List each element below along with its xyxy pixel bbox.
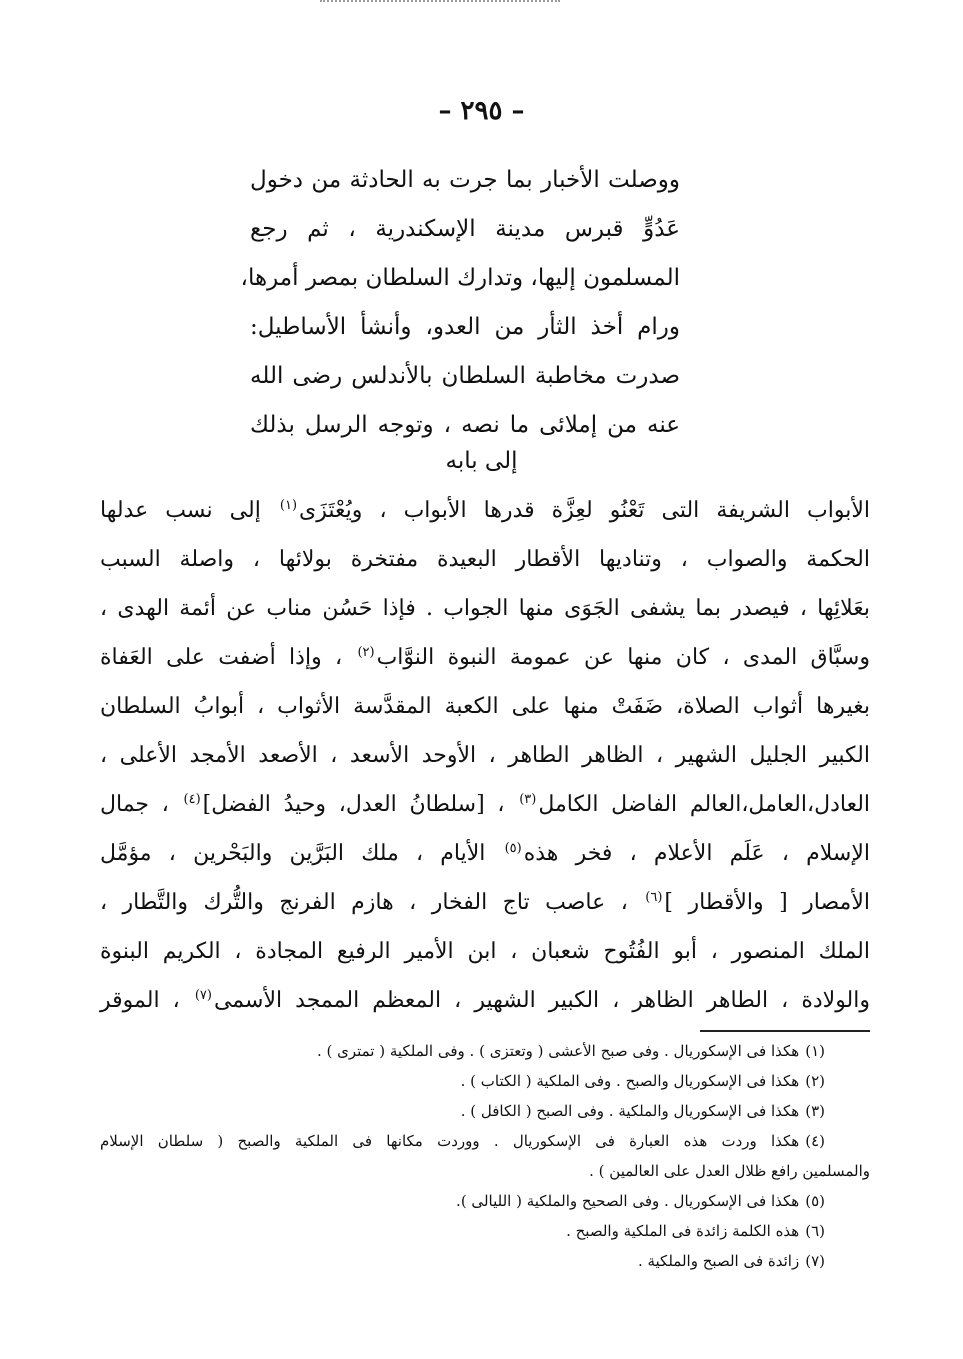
footnote [100, 1246, 870, 1276]
page-number: – ٢٩٥ – [438, 96, 525, 126]
prose-text: إلى نسب عدلها [100, 498, 278, 523]
footnote-number: (٥) [805, 1192, 825, 1210]
prose-text: الإسلام ، عَلَم الأعلام ، فخر هذه [523, 841, 870, 866]
footnote-separator [700, 1030, 870, 1032]
prose-line [100, 535, 870, 584]
footnote-text: هكذا فى الإسكوريال . وفى الصحيح والملكية ( الليالى ). [456, 1192, 800, 1210]
prose-line [100, 486, 870, 535]
prose-text: الأمصار [ والأقطار ] [664, 890, 870, 915]
prose-text: ، عاصب تاج الفخار ، هازم الفرنج والتُّرك والتَّطار ، [100, 890, 644, 915]
footnote-marker: (٣) [519, 791, 537, 807]
footnote [100, 1216, 870, 1246]
footnote [100, 1186, 870, 1216]
footnote-marker: (١) [279, 497, 298, 513]
footnote [100, 1036, 870, 1066]
prose-text: الملك المنصور ، أبو الفُتُوح شعبان ، ابن الأمير الرفيع المجادة ، الكريم البنوة [100, 939, 870, 964]
footnote [100, 1096, 870, 1126]
footnote-text: هكذا فى الإسكوريال . وفى صبح الأعشى ( وتعتزى ) . وفى الملكية ( تمترى ) . [316, 1042, 800, 1060]
poem-line: صدرت مخاطبة السلطان بالأندلس رضى الله [250, 363, 680, 389]
footnote-number: (٦) [805, 1222, 825, 1240]
prose-text: الكبير الجليل الشهير ، الظاهر الطاهر ، الأوحد الأسعد ، الأصعد الأمجد الأعلى ، [100, 743, 870, 768]
prose-text: بعَلائِها ، فيصدر بما يشفى الجَوَى منها الجواب . فإذا حَسُن مناب عن أئمة الهدى ، [100, 596, 870, 621]
footnote-number: (١) [805, 1042, 825, 1060]
top-edge-mark [320, 0, 560, 8]
prose-line [100, 976, 870, 1025]
prose-line [100, 682, 870, 731]
prose-text: وسبَّاق المدى ، كان منها عن عمومة النبوة النوَّاب [376, 645, 870, 670]
prose-text: ، وإذا أضفت على العَفاة [100, 645, 356, 670]
poem-line: ووصلت الأخبار بما جرت به الحادثة من دخول [250, 167, 680, 193]
footnote-text: والمسلمين رافع ظلال العدل على العالمين ) . [589, 1162, 870, 1180]
footnote-marker: (٦) [645, 889, 663, 905]
footnote-marker: (٧) [194, 987, 212, 1003]
prose-text: الأبواب الشريفة التى تَعْنُو لعِزَّة قدرها الأبواب ، ويُعْتَزَى [299, 498, 870, 523]
footnote-number: (٤) [805, 1132, 825, 1150]
prose-text: العادل،العامل،العالم الفاضل الكامل [538, 792, 871, 817]
footnote-marker: (٢) [357, 644, 375, 660]
footnote-marker: (٥) [504, 840, 522, 856]
prose-line [100, 633, 870, 682]
footnote [100, 1126, 870, 1156]
footnote-marker: (٤) [183, 791, 201, 807]
poem-line: عنه من إملائى ما نصه ، وتوجه الرسل بذلك [250, 412, 680, 438]
poem-line: المسلمون إليها، وتدارك السلطان بمصر أمرها، [240, 265, 680, 291]
prose-text: والولادة ، الطاهر الظاهر ، الكبير الشهير ، المعظم الممجد الأسمى [213, 988, 870, 1013]
prose-text: الأيام ، ملك البَرَّين والبَحْرين ، مؤمَّل [100, 841, 503, 866]
footnotes [100, 1036, 870, 1276]
footnote-text: هكذا فى الإسكوريال والملكية . وفى الصبح ( الكافل ) . [460, 1102, 800, 1120]
footnote [100, 1066, 870, 1096]
prose-text: ، الموقر [100, 988, 193, 1013]
poem-block [240, 156, 680, 450]
prose-text: بغيرها أثواب الصلاة، ضَفَتْ منها على الكعبة المقدَّسة الأثواب ، أبوابُ السلطان [100, 694, 870, 719]
footnote-text: هذه الكلمة زائدة فى الملكية والصبح . [566, 1222, 800, 1240]
footnote-number: (٧) [805, 1252, 825, 1270]
footnote-number: (٢) [805, 1072, 825, 1090]
footnote-number: (٣) [805, 1102, 825, 1120]
footnote-text: هكذا فى الإسكوريال والصبح . وفى الملكية ( الكتاب ) . [460, 1072, 800, 1090]
footnote-continuation [100, 1156, 870, 1186]
prose-line [100, 829, 870, 878]
poem-line: عَدُوٍّ قبرس مدينة الإسكندرية ، ثم رجع [250, 216, 680, 242]
prose-line [100, 927, 870, 976]
prose-line [100, 878, 870, 927]
footnote-text: هكذا وردت هذه العبارة فى الإسكوريال . ووردت مكانها فى الملكية والصبح ( سلطان الإسلام [100, 1132, 800, 1150]
prose-text: ، جمال [100, 792, 182, 817]
prose-text: ، [سلطانُ العدل، وحيدُ الفضل] [202, 792, 518, 817]
prose-line [100, 584, 870, 633]
footnote-text: زائدة فى الصبح والملكية . [637, 1252, 800, 1270]
prose-line [100, 780, 870, 829]
prose-block [100, 486, 870, 1025]
prose-line [100, 731, 870, 780]
poem-line: ورام أخذ الثأر من العدو، وأنشأ الأساطيل: [250, 314, 680, 340]
prose-text: الحكمة والصواب ، وتناديها الأقطار البعيدة مفتخرة بولائها ، واصلة السبب [100, 547, 870, 572]
section-heading: إلى بابه [445, 448, 518, 474]
